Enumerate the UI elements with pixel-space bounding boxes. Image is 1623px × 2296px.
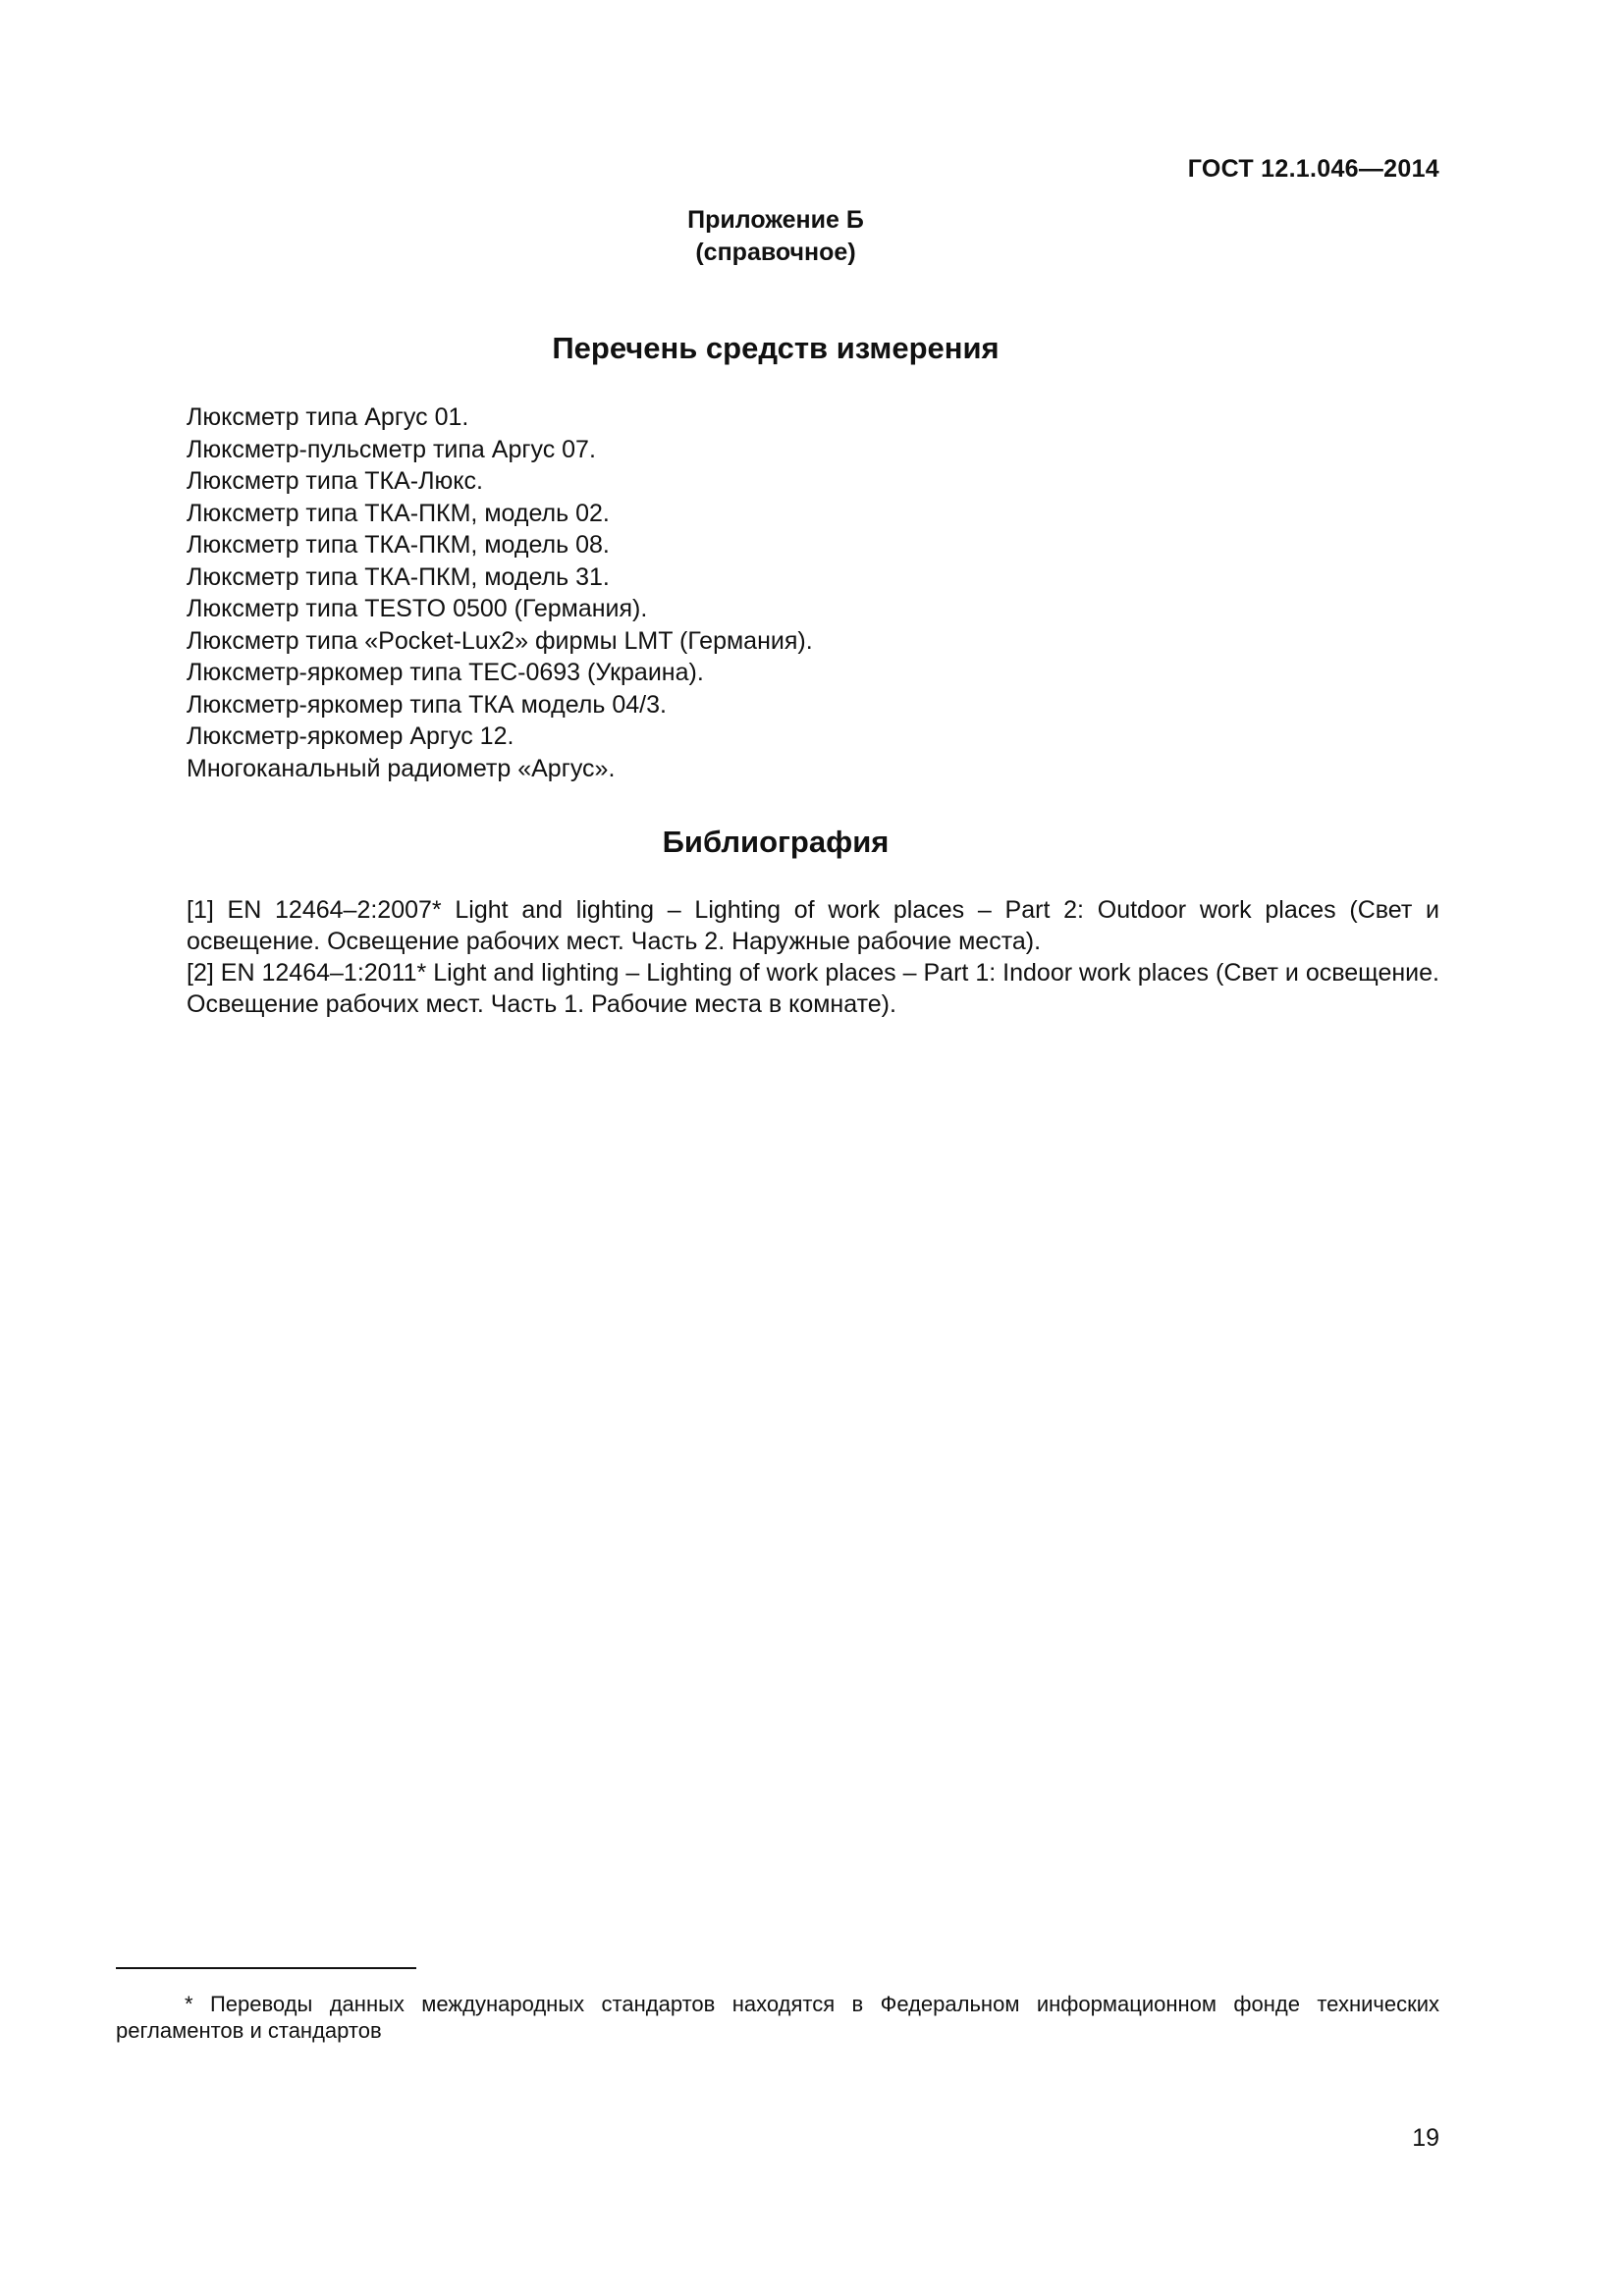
instrument-item: Люксметр типа Аргус 01.: [187, 403, 469, 431]
bibliography-list: [187, 894, 1439, 1020]
footnote-separator: [116, 1967, 416, 1969]
instrument-list: [187, 401, 813, 784]
bibliography-title: Библиография: [662, 825, 890, 859]
bibliography-entry: [1] EN 12464–2:2007* Light and lighting – Lighting of work places – Part 2: Outdoor work places (Свет и освещение. Освещение рабочих мест. Часть 2. Наружные рабочие места).: [187, 896, 1439, 955]
instrument-item: Люксметр типа ТКА-ПКМ, модель 08.: [187, 531, 610, 559]
instrument-item: Люксметр-яркомер Аргус 12.: [187, 722, 514, 750]
instrument-item: Люксметр-яркомер типа ТЕС-0693 (Украина).: [187, 659, 704, 686]
instrument-item: Люксметр-пульсметр типа Аргус 07.: [187, 435, 596, 463]
appendix-type: (справочное): [695, 239, 856, 266]
instruments-title: Перечень средств измерения: [552, 331, 1000, 365]
page-number: 19: [1412, 2124, 1439, 2152]
bibliography-entry: [2] EN 12464–1:2011* Light and lighting – Lighting of work places – Part 1: Indoor work places (Свет и освещение. Освещение рабочих мест. Часть 1. Рабочие места в комнате).: [187, 959, 1439, 1018]
footnote-text: * Переводы данных международных стандартов находятся в Федеральном информационном фонде технических регламентов и стандартов: [116, 1992, 1439, 2043]
instrument-item: Люксметр типа TESTO 0500 (Германия).: [187, 595, 648, 622]
appendix-heading: [0, 204, 1551, 269]
instrument-item: Люксметр-яркомер типа ТКА модель 04/3.: [187, 690, 667, 719]
appendix-label: Приложение Б: [687, 206, 864, 234]
instrument-item: Люксметр типа «Pocket-Lux2» фирмы LMT (Германия).: [187, 626, 813, 655]
instrument-item: Люксметр типа ТКА-ПКМ, модель 02.: [187, 499, 610, 527]
instrument-item: Люксметр типа ТКА-Люкс.: [187, 467, 483, 495]
instrument-item: Люксметр типа ТКА-ПКМ, модель 31.: [187, 562, 610, 591]
instrument-item: Многоканальный радиометр «Аргус».: [187, 754, 616, 782]
document-code: ГОСТ 12.1.046—2014: [1187, 155, 1439, 183]
